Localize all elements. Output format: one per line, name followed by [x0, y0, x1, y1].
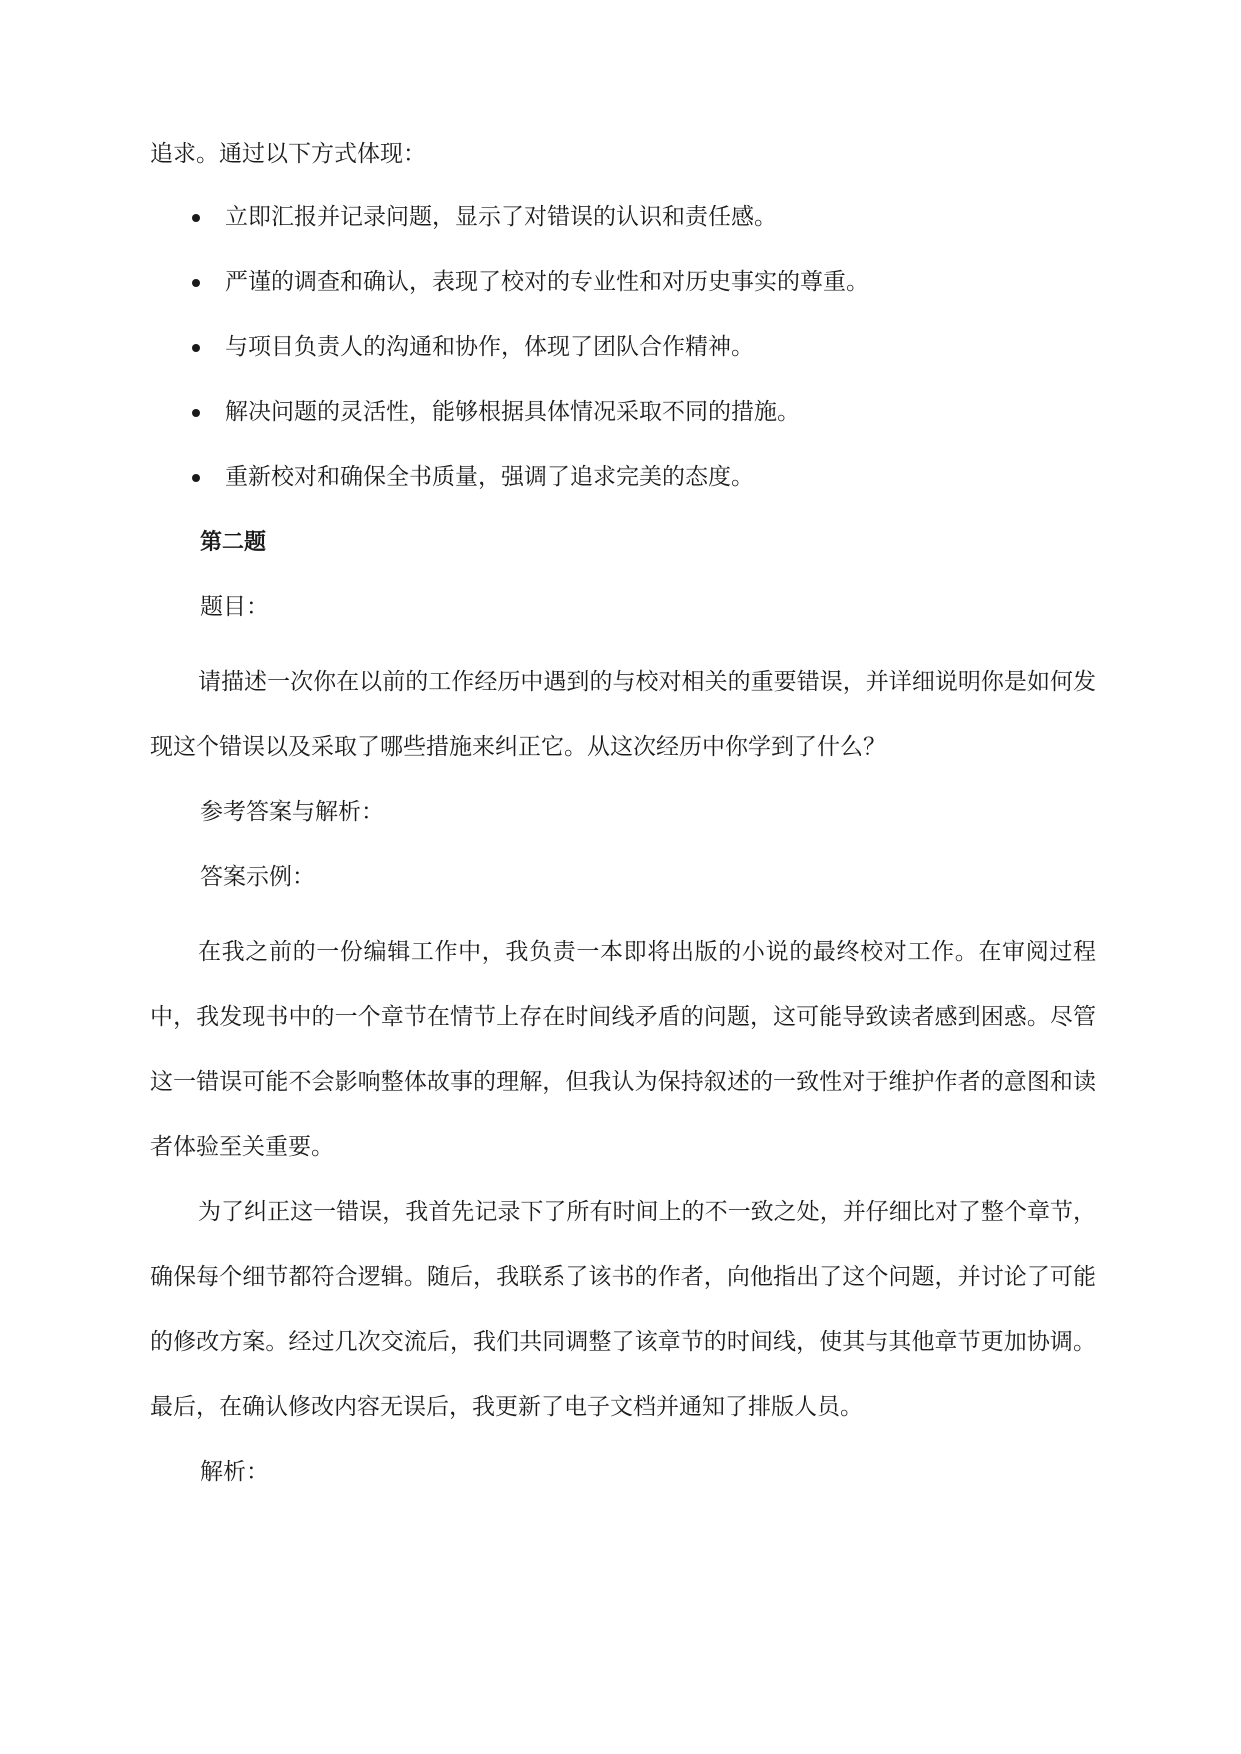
bullet-item: 重新校对和确保全书质量，强调了追求完美的态度。: [150, 461, 1096, 494]
section-heading: 第二题: [200, 530, 267, 555]
bullet-dot-icon: [192, 409, 200, 417]
question-text: 请描述一次你在以前的工作经历中遇到的与校对相关的重要错误，并详细说明你是如何发现这个错误以及采取了哪些措施来纠正它。从这次经历中你学到了什么？: [150, 669, 1096, 760]
bullet-item: 严谨的调查和确认，表现了校对的专业性和对历史事实的尊重。: [150, 266, 1096, 299]
paragraph-1: 在我之前的一份编辑工作中，我负责一本即将出版的小说的最终校对工作。在审阅过程中，我发现书中的一个章节在情节上存在时间线矛盾的问题，这可能导致读者感到困惑。尽管这一错误可能不会影响整体故事的理解，但我认为保持叙述的一致性对于维护作者的意图和读者体验至关重要。: [150, 939, 1096, 1160]
intro-line: 追求。通过以下方式体现：: [150, 141, 426, 167]
bullet-item: 立即汇报并记录问题，显示了对错误的认识和责任感。: [150, 201, 1096, 234]
bullet-item: 解决问题的灵活性，能够根据具体情况采取不同的措施。: [150, 396, 1096, 429]
bullet-dot-icon: [192, 474, 200, 482]
question-label: 题目：: [200, 594, 269, 620]
paragraph-2: 为了纠正这一错误，我首先记录下了所有时间上的不一致之处，并仔细比对了整个章节，确保每个细节都符合逻辑。随后，我联系了该书的作者，向他指出了这个问题，并讨论了可能的修改方案。经过几次交流后，我们共同调整了该章节的时间线，使其与其他章节更加协调。最后，在确认修改内容无误后，我更新了电子文档并通知了排版人员。: [150, 1199, 1096, 1420]
document-page: [150, 138, 1096, 1489]
bullet-dot-icon: [192, 344, 200, 352]
analysis-label: 解析：: [200, 1459, 269, 1485]
answer-label: 参考答案与解析：: [200, 799, 384, 825]
bullet-dot-icon: [192, 279, 200, 287]
bullet-dot-icon: [192, 214, 200, 222]
bullet-list: [150, 201, 1096, 494]
bullet-item: 与项目负责人的沟通和协作，体现了团队合作精神。: [150, 331, 1096, 364]
example-label: 答案示例：: [200, 864, 315, 890]
